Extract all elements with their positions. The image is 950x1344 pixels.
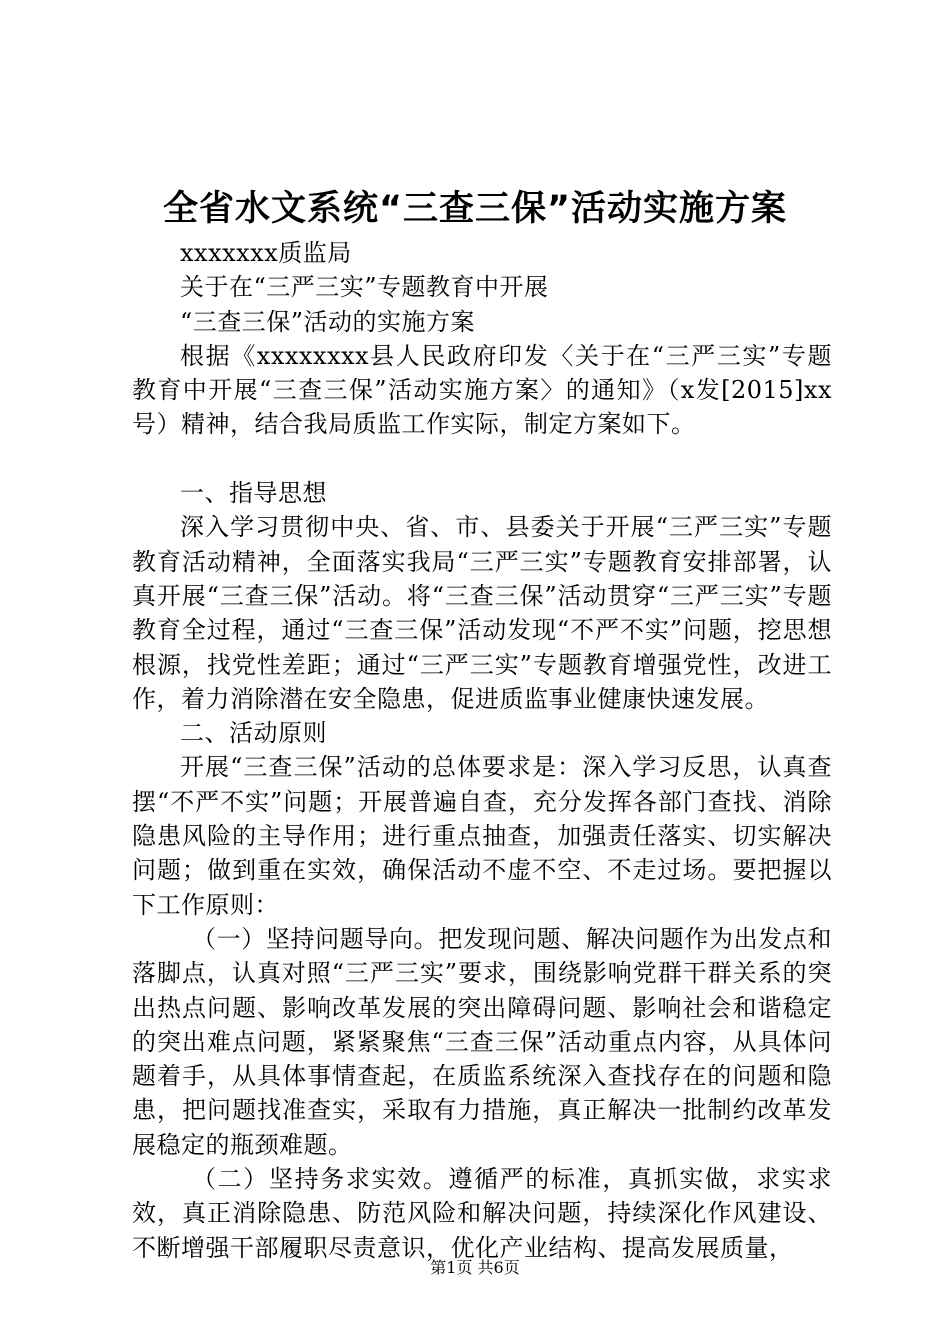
page-footer: 第1页 共6页 bbox=[430, 1258, 520, 1277]
principle-2-paragraph: （二）坚持务求实效。遵循严的标准，真抓实做，求实求效，真正消除隐患、防范风险和解决问题，持续深化作风建设、不断增强干部履职尽责意识，优化产业结构、提高发展质量， bbox=[132, 1165, 832, 1262]
blank-line bbox=[132, 442, 832, 476]
section-heading-guiding-thought: 一、指导思想 bbox=[180, 479, 327, 508]
subtitle-line-2: “三查三保”活动的实施方案 bbox=[180, 307, 476, 336]
document-body bbox=[132, 236, 832, 1265]
section-heading-principles: 二、活动原则 bbox=[180, 719, 327, 748]
principle-1-paragraph: （一）坚持问题导向。把发现问题、解决问题作为出发点和落脚点，认真对照“三严三实”要求，围绕影响党群干群关系的突出热点问题、影响改革发展的突出障碍问题、影响社会和谐稳定的突出难点问题，紧紧聚焦“三查三保”活动重点内容，从具体问题着手，从具体事情查起，在质监系统深入查找存在的问题和隐患，把问题找准查实，采取有力措施，真正解决一批制约改革发展稳定的瓶颈难题。 bbox=[132, 924, 832, 1159]
org-name: xxxxxxx质监局 bbox=[180, 239, 352, 267]
guiding-thought-paragraph: 深入学习贯彻中央、省、市、县委关于开展“三严三实”专题教育活动精神，全面落实我局“三严三实”专题教育安排部署，认真开展“三查三保”活动。将“三查三保”活动贯穿“三严三实”专题教育全过程，通过“三查三保”活动发现“不严不实”问题，挖思想根源，找党性差距；通过“三严三实”专题教育增强党性，改进工作，着力消除潜在安全隐患，促进质监事业健康快速发展。 bbox=[132, 513, 832, 713]
subtitle-line-1: 关于在“三严三实”专题教育中开展 bbox=[180, 273, 549, 302]
intro-paragraph: 根据《xxxxxxxx县人民政府印发〈关于在“三严三实”专题教育中开展“三查三保”活动实施方案〉的通知》（x发[2015]xx号）精神，结合我局质监工作实际，制定方案如下。 bbox=[132, 341, 832, 439]
principles-paragraph: 开展“三查三保”活动的总体要求是：深入学习反思，认真查摆“不严不实”问题；开展普遍自查，充分发挥各部门查找、消除隐患风险的主导作用；进行重点抽查，加强责任落实、切实解决问题；做到重在实效，确保活动不虚不空、不走过场。要把握以下工作原则： bbox=[132, 753, 832, 919]
document-title: 全省水文系统“三查三保”活动实施方案 bbox=[162, 189, 787, 229]
